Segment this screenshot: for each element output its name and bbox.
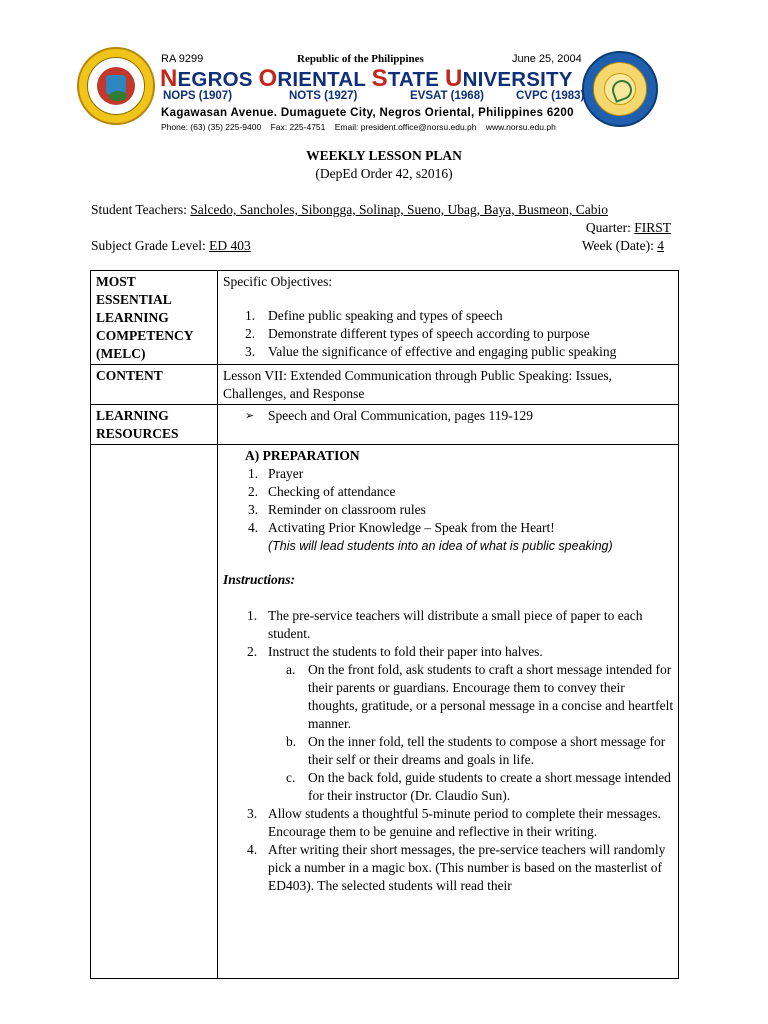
- history-nops: NOPS (1907): [163, 90, 233, 102]
- objectives-title: Specific Objectives:: [223, 274, 333, 289]
- resources-list: [223, 407, 674, 425]
- republic-line: Republic of the Philippines: [297, 53, 424, 65]
- fold-substep: b. On the inner fold, tell the students to compose a short message for their self or their dreams and goals in life.: [286, 734, 666, 767]
- instruction-step: 2. Instruct the students to fold their paper into halves. a. On the front fold, ask students to craft a short message intended for their parents or guardians. Encourage them to convey their thoughts, gratitude, or a personal message in a concise and heartfelt manner. b. On the inner fold, tell the students to compose a short message for their self or their dreams and goals in life. c. On the back fold, guide students to create a short message intended for their instructor (Dr. Claudio Sun).: [247, 644, 674, 803]
- preparation-item: 3. Reminder on classroom rules: [248, 502, 426, 517]
- fold-substep: c. On the back fold, guide students to create a short message intended for their instructor (Dr. Claudio Sun).: [286, 770, 671, 803]
- instruction-step: 4. After writing their short messages, the pre-service teachers will randomly pick a number in a magic box. (This number is based on the masterlist of ED403). The selected students will read their: [247, 842, 666, 893]
- learning-resources-label: LEARNING RESOURCES: [91, 405, 218, 445]
- objective-item: 3. Value the significance of effective and engaging public speaking: [245, 344, 617, 359]
- website: www.norsu.edu.ph: [485, 122, 556, 132]
- instruction-step: 3. Allow students a thoughtful 5-minute period to complete their messages. Encourage them to be genuine and reflective in their writing.: [247, 806, 661, 839]
- republic-act-number: RA 9299: [161, 53, 204, 65]
- history-evsat: EVSAT (1968): [410, 90, 484, 102]
- instructions-label: Instructions:: [223, 572, 296, 587]
- arrow-bullet-icon: ➢: [245, 410, 255, 422]
- procedure-cell: [218, 445, 679, 979]
- university-name: NEGROS ORIENTAL STATE UNIVERSITY: [160, 65, 573, 92]
- objectives-cell: [218, 271, 679, 365]
- email: Email: president.office@norsu.edu.ph: [334, 122, 477, 132]
- quarter-field: Quarter: FIRST: [585, 220, 671, 235]
- quarter-value: FIRST: [634, 220, 671, 235]
- objectives-list: [223, 307, 674, 361]
- college-of-teacher-education-logo: [582, 51, 658, 127]
- instruction-step: 1. The pre-service teachers will distribute a small piece of paper to each student.: [247, 608, 643, 641]
- history-nots: NOTS (1927): [289, 90, 358, 102]
- document-subtitle: (DepEd Order 42, s2016): [315, 166, 453, 181]
- content-label: CONTENT: [91, 365, 218, 405]
- history-cvpc: CVPC (1983): [516, 90, 585, 102]
- fold-substeps: [268, 661, 674, 805]
- melc-label: MOST ESSENTIAL LEARNING COMPETENCY (MELC): [91, 271, 218, 365]
- week-field: Week (Date): 4: [581, 238, 664, 253]
- resources-cell: [218, 405, 679, 445]
- student-teachers-field: Student Teachers: Salcedo, Sancholes, Sibongga, Solinap, Sueno, Ubag, Baya, Busmeon, Cabio: [91, 202, 608, 217]
- preparation-note: (This will lead students into an idea of what is public speaking): [268, 539, 613, 553]
- procedure-label: [91, 445, 218, 979]
- preparation-item: 1. Prayer: [248, 466, 304, 481]
- contact-line: [161, 122, 563, 132]
- resource-item: ➢ Speech and Oral Communication, pages 119-129: [245, 408, 533, 423]
- university-address: Kagawasan Avenue. Dumaguete City, Negros Oriental, Philippines 6200: [161, 107, 574, 119]
- instruction-steps: [223, 607, 674, 895]
- content-text: Lesson VII: Extended Communication through Public Speaking: Issues, Challenges, and Response: [218, 365, 679, 405]
- student-teachers-value: Salcedo, Sancholes, Sibongga, Solinap, Sueno, Ubag, Baya, Busmeon, Cabio: [190, 202, 608, 217]
- procedure-row: [91, 445, 679, 979]
- melc-row: [91, 271, 679, 365]
- phone: Phone: (63) (35) 225-9400: [161, 122, 262, 132]
- university-seal-logo: [77, 47, 155, 125]
- document-title: WEEKLY LESSON PLAN: [306, 148, 462, 163]
- objective-item: 1. Define public speaking and types of speech: [245, 308, 503, 323]
- content-row: [91, 365, 679, 405]
- letterhead-date: June 25, 2004: [512, 53, 582, 65]
- lesson-plan-table: [90, 270, 679, 979]
- preparation-heading: A) PREPARATION: [245, 448, 360, 463]
- objective-item: 2. Demonstrate different types of speech according to purpose: [245, 326, 590, 341]
- learning-resources-row: [91, 405, 679, 445]
- preparation-item: 2. Checking of attendance: [248, 484, 396, 499]
- preparation-list: [223, 465, 674, 537]
- preparation-item: 4. Activating Prior Knowledge – Speak from the Heart!: [248, 520, 555, 535]
- subject-grade-level-field: Subject Grade Level: ED 403: [91, 238, 251, 253]
- fax: Fax: 225-4751: [270, 122, 326, 132]
- fold-substep: a. On the front fold, ask students to craft a short message intended for their parents or guardians. Encourage them to convey their thoughts, gratitude, or a personal message in a concise and heartfelt manner.: [286, 662, 674, 731]
- week-value: 4: [657, 238, 664, 253]
- subject-grade-level-value: ED 403: [209, 238, 251, 253]
